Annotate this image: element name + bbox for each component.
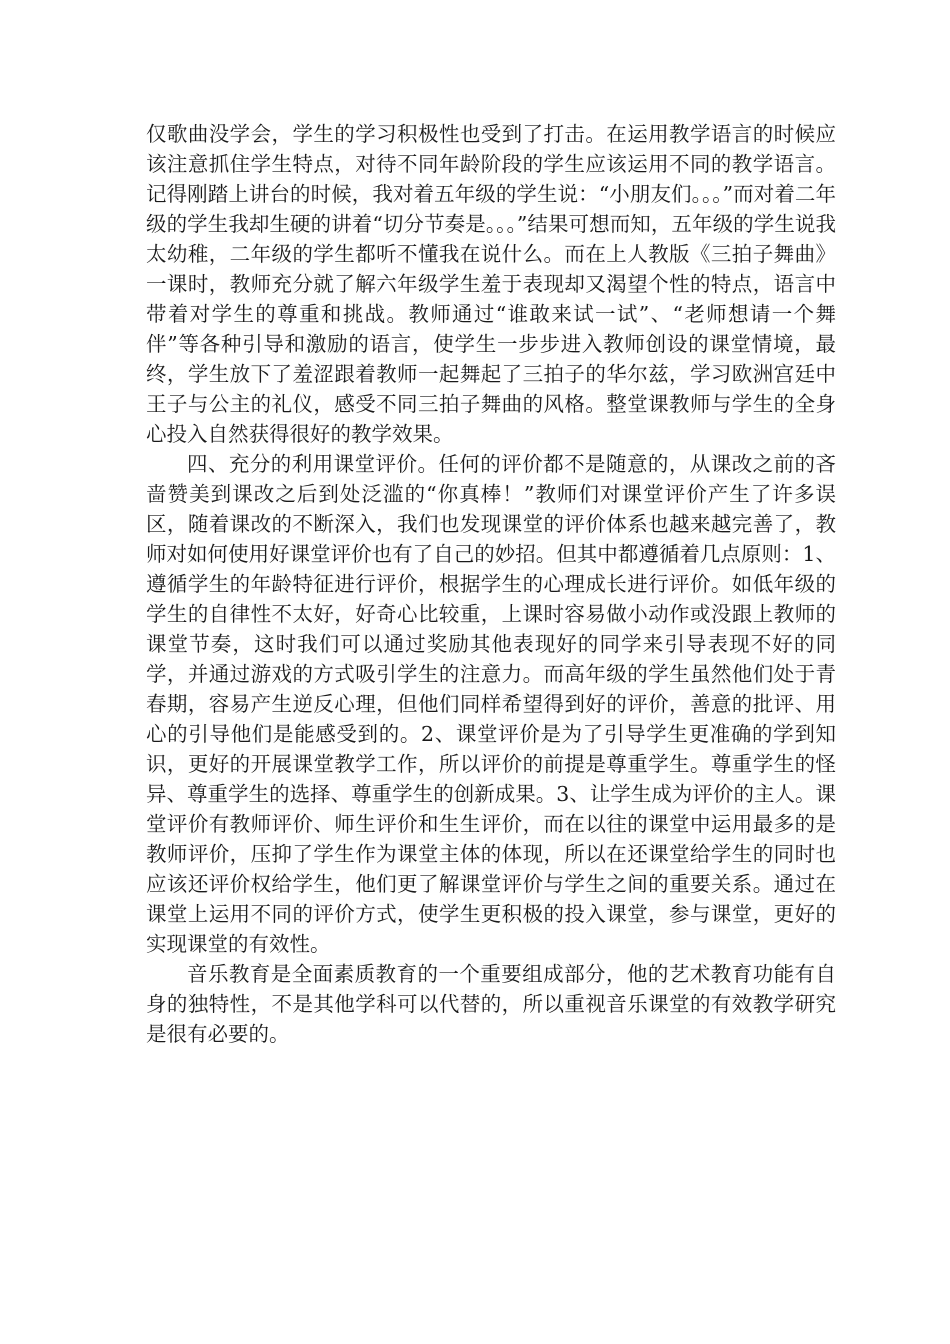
paragraph-conclusion: 音乐教育是全面素质教育的一个重要组成部分，他的艺术教育功能有自身的独特性，不是其他学科可以代替的，所以重视音乐课堂的有效教学研究是很有必要的。 <box>146 962 836 1046</box>
paragraph-teaching-language: 仅歌曲没学会，学生的学习积极性也受到了打击。在运用教学语言的时候应该注意抓住学生特点，对待不同年龄阶段的学生应该运用不同的教学语言。记得刚踏上讲台的时候，我对着五年级的学生说：“小朋友们。。。”而对着二年级的学生我却生硬的讲着“切分节奏是。。。”结果可想而知，五年级的学生说我太幼稚，二年级的学生都听不懂我在说什么。而在上人教版《三拍子舞曲》一课时，教师充分就了解六年级学生羞于表现却又渴望个性的特点，语言中带着对学生的尊重和挑战。教师通过“谁敢来试一试”、“老师想请一个舞伴”等各种引导和激励的语言，使学生一步步进入教师创设的课堂情境，最终，学生放下了羞涩跟着教师一起舞起了三拍子的华尔兹，学习欧洲宫廷中王子与公主的礼仪，感受不同三拍子舞曲的风格。整堂课教师与学生的全身心投入自然获得很好的教学效果。 <box>146 122 836 446</box>
paragraph-classroom-evaluation: 四、充分的利用课堂评价。任何的评价都不是随意的，从课改之前的吝啬赞美到课改之后到处泛滥的“你真棒！”教师们对课堂评价产生了许多误区，随着课改的不断深入，我们也发现课堂的评价体系也越来越完善了，教师对如何使用好课堂评价也有了自己的妙招。但其中都遵循着几点原则：1、遵循学生的年龄特征进行评价，根据学生的心理成长进行评价。如低年级的学生的自律性不太好，好奇心比较重，上课时容易做小动作或没跟上教师的课堂节奏，这时我们可以通过奖励其他表现好的同学来引导表现不好的同学，并通过游戏的方式吸引学生的注意力。而高年级的学生虽然他们处于青春期，容易产生逆反心理，但他们同样希望得到好的评价，善意的批评、用心的引导他们是能感受到的。2、课堂评价是为了引导学生更准确的学到知识，更好的开展课堂教学工作，所以评价的前提是尊重学生。尊重学生的怪异、尊重学生的选择、尊重学生的创新成果。3、让学生成为评价的主人。课堂评价有教师评价、师生评价和生生评价，而在以往的课堂中运用最多的是教师评价，压抑了学生作为课堂主体的体现，所以在还课堂给学生的同时也应该还评价权给学生，他们更了解课堂评价与学生之间的重要关系。通过在课堂上运用不同的评价方式，使学生更积极的投入课堂，参与课堂，更好的实现课堂的有效性。 <box>146 452 836 956</box>
document-body <box>146 119 836 1049</box>
